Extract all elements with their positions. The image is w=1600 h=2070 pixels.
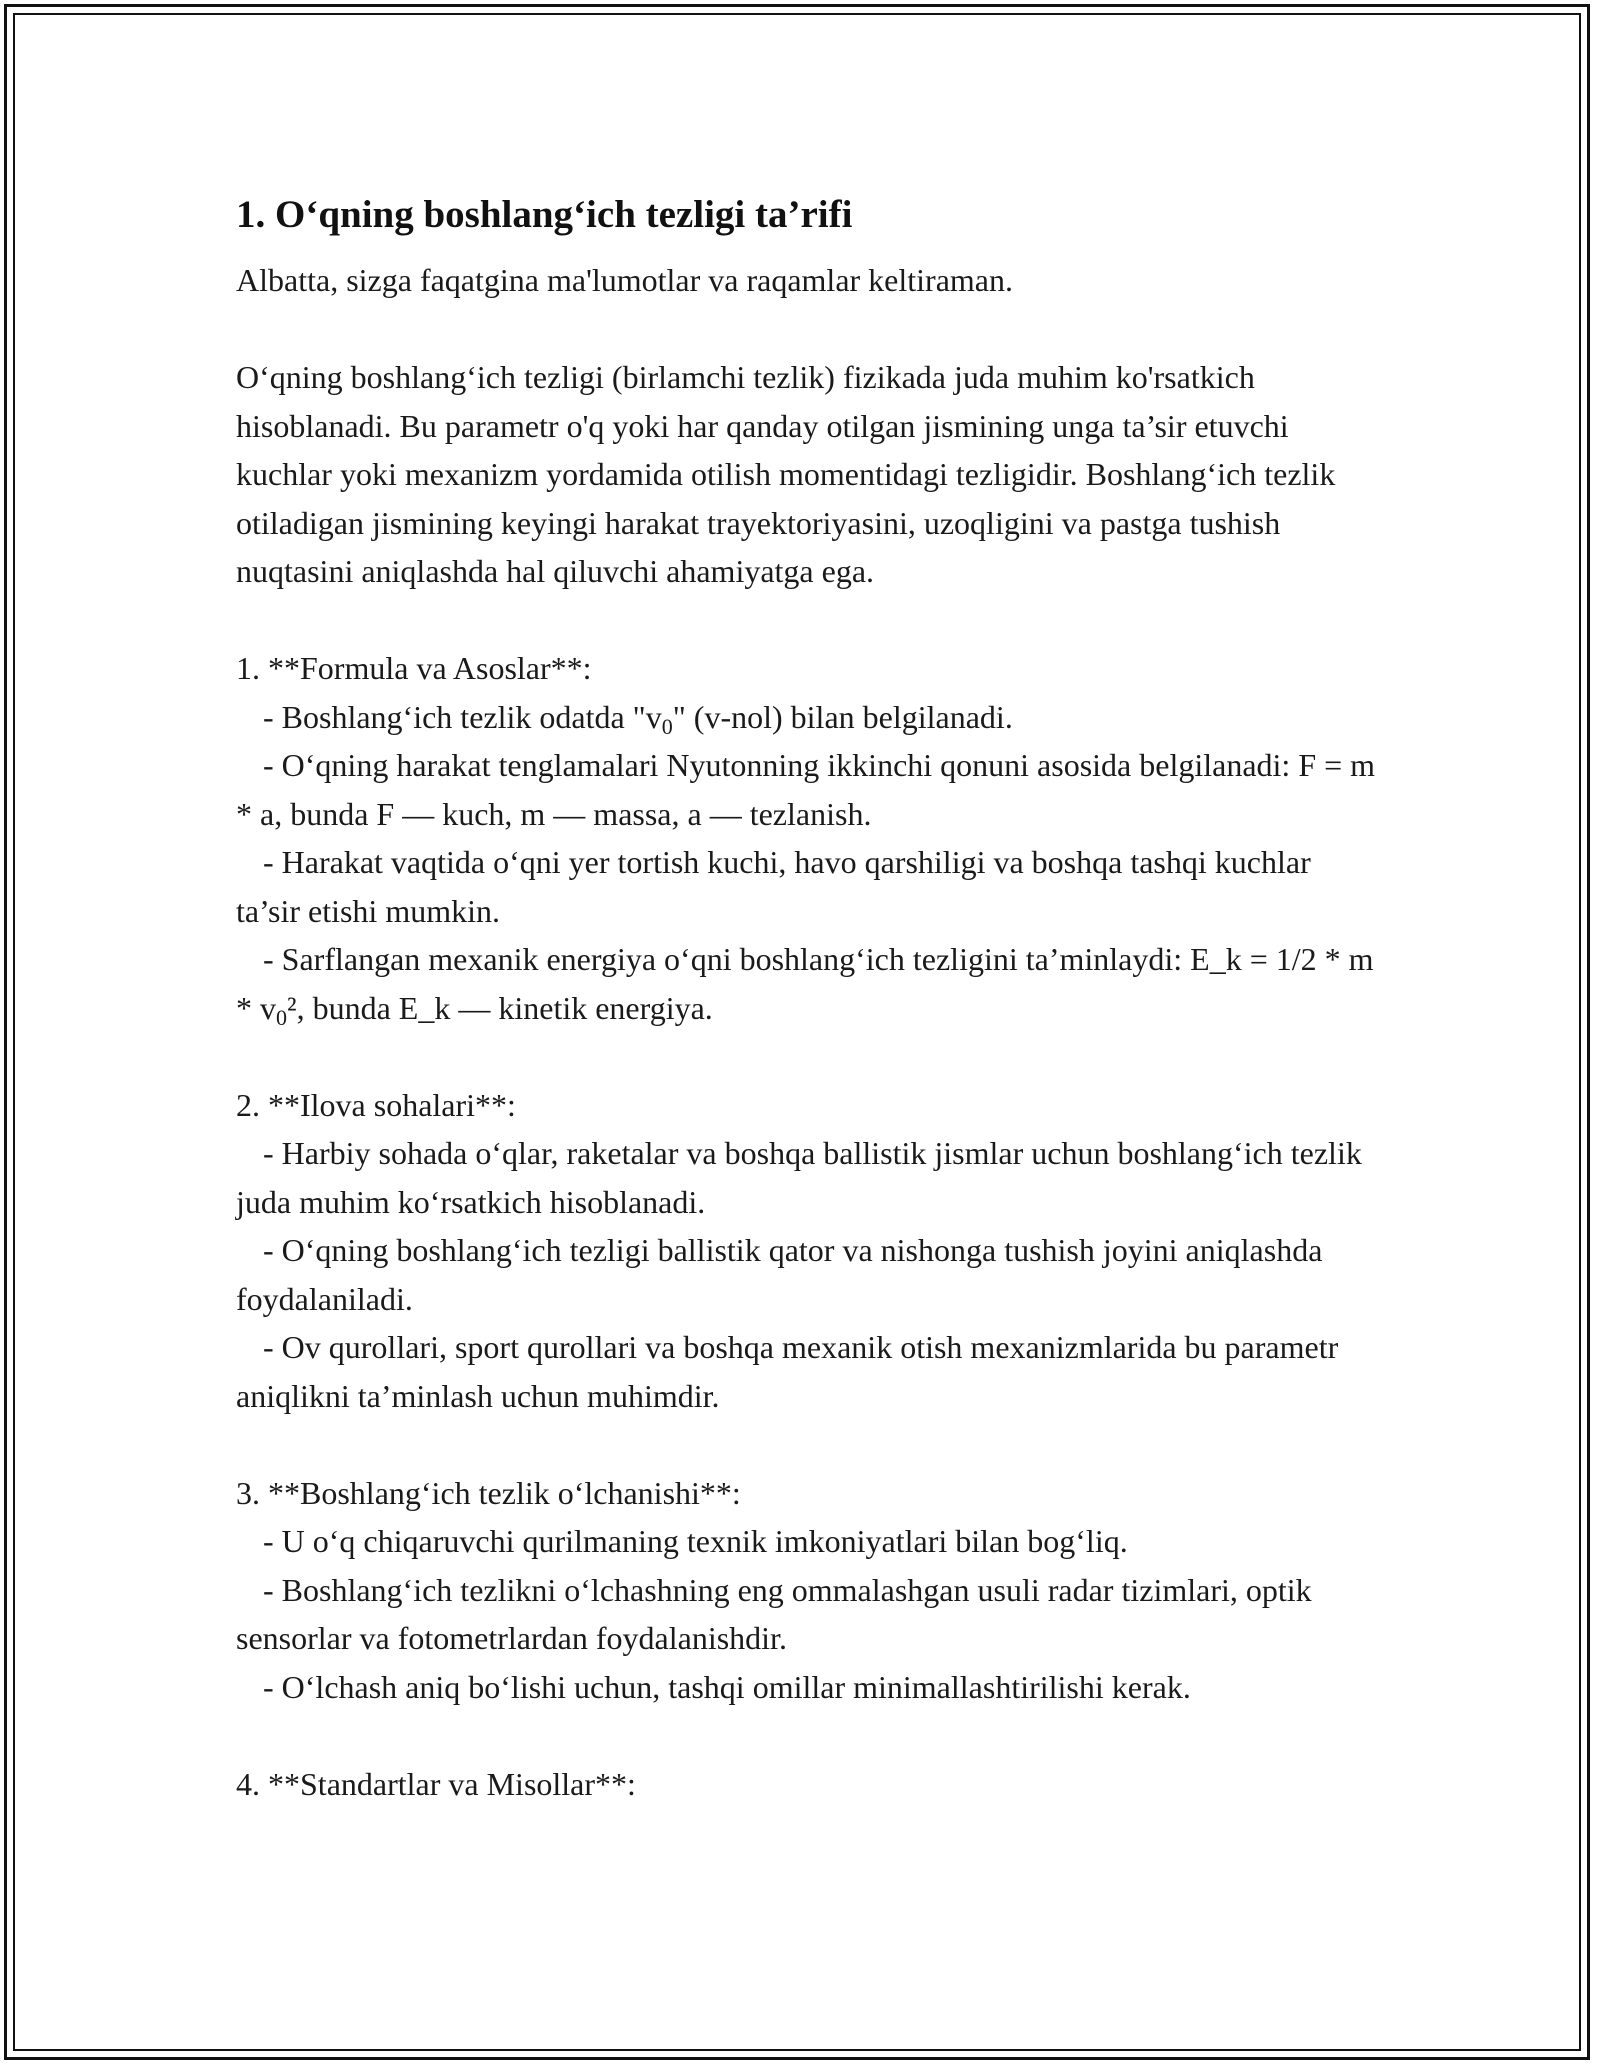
list-item: - U o‘q chiqaruvchi qurilmaning texnik imkoniyatlari bilan bog‘liq. [263, 1523, 1128, 1559]
list-item: - O‘qning harakat tenglamalari Nyutonning ikkinchi qonuni asosida belgilanadi: F = m * a, bunda F — kuch, m — massa, a — tezlanish. [236, 747, 1376, 832]
section-standards-title: 4. **Standartlar va Misollar**: [236, 1765, 636, 1802]
section-formula [236, 644, 1376, 1032]
section-measurement [236, 1469, 1376, 1712]
document-body [236, 186, 1376, 1808]
list-item: - Sarflangan mexanik energiya o‘qni boshlang‘ich tezligini ta’minlaydi: E_k = 1/2 * m * $v_0^2$, bunda E_k — kinetik energiya. [236, 941, 1374, 1030]
definition-paragraph: O‘qning boshlang‘ich tezligi (birlamchi tezlik) fizikada juda muhim ko'rsatkich hisoblanadi. Bu parametr o'q yoki har qanday otilgan jismining unga ta’sir etuvchi kuchlar yoki mexanizm yordamida otilish momentidagi tezligidir. Boshlang‘ich tezlik otiladigan jismining keyingi harakat trayektoriyasini, uzoqligini va pastga tushish nuqtasini aniqlashda hal qiluvchi ahamiyatga ega. [236, 359, 1336, 589]
section-applications-title: 2. **Ilova sohalari**: [236, 1086, 516, 1123]
list-item: - Boshlang‘ich tezlik odatda "$v_0$" (v-nol) bilan belgilanadi. [263, 698, 1013, 739]
list-item: - Ov qurollari, sport qurollari va boshqa mexanik otish mexanizmlarida bu parametr aniqlikni ta’minlash uchun muhimdir. [236, 1329, 1339, 1414]
section-formula-title: 1. **Formula va Asoslar**: [236, 650, 592, 686]
list-item: - O‘qning boshlang‘ich tezligi ballistik qator va nishonga tushish joyini aniqlashda foydalaniladi. [236, 1232, 1323, 1317]
list-item: - Harbiy sohada o‘qlar, raketalar va boshqa ballistik jismlar uchun boshlang‘ich tezlik juda muhim ko‘rsatkich hisoblanadi. [236, 1135, 1362, 1220]
section-heading: 1. O‘qning boshlang‘ich tezligi ta’rifi [236, 193, 853, 236]
list-item: - Boshlang‘ich tezlikni o‘lchashning eng ommalashgan usuli radar tizimlari, optik sensorlar va fotometrlardan foydalanishdir. [236, 1571, 1312, 1656]
list-item: - O‘lchash aniq bo‘lishi uchun, tashqi omillar minimallashtirilishi kerak. [263, 1668, 1191, 1705]
list-item: - Harakat vaqtida o‘qni yer tortish kuchi, havo qarshiligi va boshqa tashqi kuchlar ta’sir etishi mumkin. [236, 844, 1311, 929]
section-standards [236, 1760, 1376, 1809]
section-applications [236, 1081, 1376, 1421]
section-measurement-title: 3. **Boshlang‘ich tezlik o‘lchanishi**: [236, 1474, 741, 1511]
intro-text: Albatta, sizga faqatgina ma'lumotlar va raqamlar keltiraman. [236, 262, 1013, 298]
